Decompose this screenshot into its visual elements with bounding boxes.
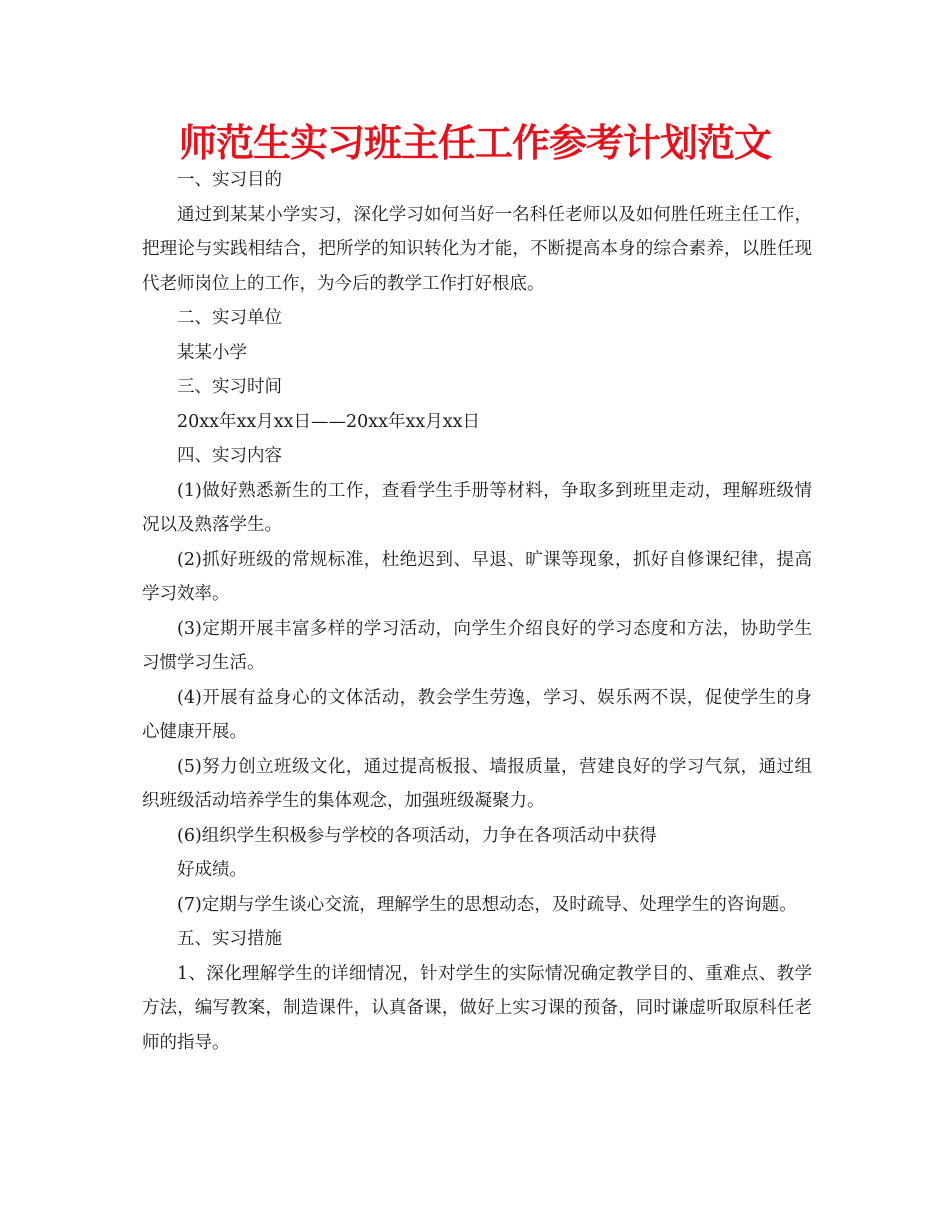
list-item: (3)定期开展丰富多样的学习活动，向学生介绍良好的学习态度和方法，协助学生习惯学习生活。 bbox=[142, 618, 812, 673]
section-heading-purpose: 一、实习目的 bbox=[177, 170, 282, 190]
section-heading-measures: 五、实习措施 bbox=[177, 929, 282, 949]
list-item: (2)抓好班级的常规标准，杜绝迟到、早退、旷课等现象，抓好自修课纪律，提高学习效率。 bbox=[142, 549, 812, 604]
section-heading-content: 四、实习内容 bbox=[177, 446, 282, 466]
section-heading-time: 三、实习时间 bbox=[177, 377, 282, 397]
paragraph-purpose: 通过到某某小学实习，深化学习如何当好一名科任老师以及如何胜任班主任工作，把理论与实践相结合，把所学的知识转化为才能，不断提高本身的综合素养，以胜任现代老师岗位上的工作，为今后的教学工作打好根底。 bbox=[142, 204, 812, 294]
section-heading-unit: 二、实习单位 bbox=[177, 308, 282, 328]
paragraph-measures: 1、深化理解学生的详细情况，针对学生的实际情况确定教学目的、重难点、教学方法，编写教案，制造课件，认真备课，做好上实习课的预备，同时谦虚听取原科任老师的指导。 bbox=[142, 963, 812, 1053]
paragraph-time: 20xx年xx月xx日——20xx年xx月xx日 bbox=[177, 411, 480, 432]
document-title: 师范生实习班主任工作参考计划范文 bbox=[178, 121, 771, 165]
document-body bbox=[142, 163, 812, 1060]
list-item: (1)做好熟悉新生的工作，查看学生手册等材料，争取多到班里走动，理解班级情况以及熟落学生。 bbox=[142, 480, 812, 535]
paragraph-unit: 某某小学 bbox=[177, 342, 247, 363]
list-item: (7)定期与学生谈心交流，理解学生的思想动态，及时疏导、处理学生的咨询题。 bbox=[177, 894, 797, 915]
list-item-continuation: 好成绩。 bbox=[177, 860, 247, 880]
list-item: (4)开展有益身心的文体活动，教会学生劳逸，学习、娱乐两不误，促使学生的身心健康开展。 bbox=[142, 687, 812, 742]
list-item: (5)努力创立班级文化，通过提高板报、墙报质量，营建良好的学习气氛，通过组织班级活动培养学生的集体观念，加强班级凝聚力。 bbox=[142, 756, 812, 811]
list-item: (6)组织学生积极参与学校的各项活动，力争在各项活动中获得 bbox=[177, 825, 657, 846]
